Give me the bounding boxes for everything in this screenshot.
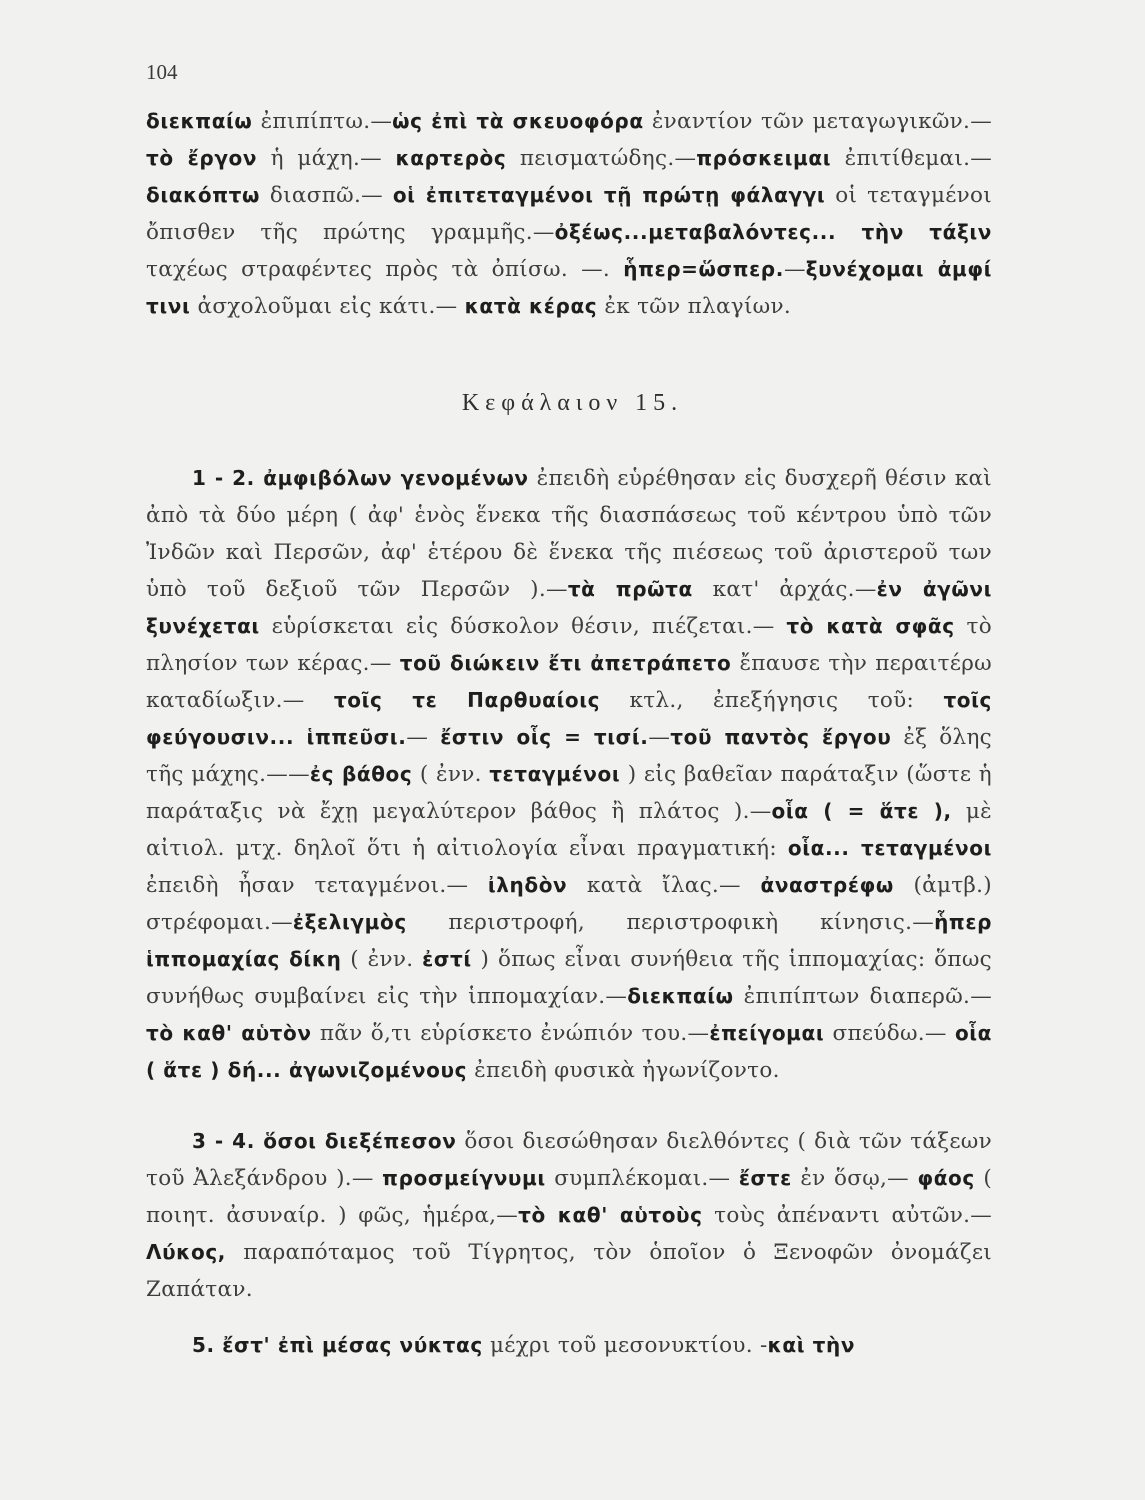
lemma-term: καρτερὸς	[395, 146, 507, 170]
gloss-text: ) ὅπως εἶναι συνήθεια τῆς ἱππομαχίας: ὅπως συνήθως συμβαίνει εἰς τὴν ἱππομαχίαν.—	[146, 947, 992, 1009]
gloss-text: ( ἐνν.	[341, 947, 423, 972]
lemma-term: οἱ ἐπιτεταγμένοι τῇ πρώτῃ φάλαγγι	[392, 183, 826, 207]
gloss-text: πᾶν ὅ,τι εὑρίσκετο ἐνώπιόν του.—	[311, 1021, 710, 1046]
lemma-term: τὸ ἔργον	[146, 146, 258, 170]
gloss-text: τὸ πλησίον των κέρας.—	[146, 614, 992, 676]
lemma-term: καὶ τὴν	[767, 1333, 856, 1357]
gloss-text: σπεύδω.—	[824, 1021, 955, 1046]
lemma-term: ἔστιν οἷς = τισί.	[440, 725, 649, 749]
lemma-term: τὸ καθ' αὑτοὺς	[518, 1203, 703, 1227]
lemma-term: 1 - 2.	[192, 466, 264, 490]
gloss-text: παραπόταμος τοῦ Τίγρητος, τὸν ὁποῖον ὁ Ξενοφῶν ὀνομάζει Ζαπάταν.	[146, 1240, 992, 1302]
gloss-text: ) εἰς βαθεῖαν παράταξιν (ὥστε ἡ παράταξις νὰ ἔχῃ μεγαλύτερον βάθος ἢ πλάτος ).—	[146, 762, 992, 824]
lemma-term: τὸ κατὰ σφᾶς	[786, 614, 955, 638]
gloss-text: μέχρι τοῦ μεσονυκτίου. -	[482, 1333, 768, 1358]
paragraph	[146, 460, 992, 1089]
gloss-text: πεισματώδης.—	[506, 146, 697, 171]
gloss-text: ὅσοι διεσώθησαν διελθόντες ( διὰ τῶν τάξεων τοῦ Ἀλεξάνδρου ).—	[146, 1129, 992, 1191]
lemma-term: τοῦ παντὸς ἔργου	[670, 725, 892, 749]
gloss-text: ἀσχολοῦμαι εἰς κάτι.—	[190, 294, 465, 319]
notes-sections-1-2	[146, 460, 992, 1089]
gloss-text: ἐπειδὴ εὑρέθησαν εἰς δυσχερῆ θέσιν καὶ ἀπὸ τὰ δύο μέρη ( ἀφ' ἑνὸς ἕνεκα τῆς διασπάσεως τοῦ κέντρου ὑπὸ τῶν Ἰνδῶν καὶ Περσῶν, ἀφ' ἑτέρου δὲ ἕνεκα τῆς πιέσεως τοῦ ἀριστεροῦ των ὑπὸ τοῦ δεξιοῦ τῶν Περσῶν ).—	[146, 466, 992, 602]
page-number: 104	[146, 60, 178, 84]
lemma-term: ὀξέως...μεταβαλόντες... τὴν τάξιν	[554, 220, 992, 244]
gloss-text: ἐπειδὴ ἦσαν τεταγμένοι.—	[146, 873, 488, 898]
lemma-term: τοῖς τε Παρθυαίοις	[333, 688, 601, 712]
gloss-text: —	[648, 725, 671, 750]
gloss-text: τοὺς ἀπέναντι αὐτῶν.—	[702, 1203, 992, 1228]
gloss-text: κτλ., ἐπεξήγησις τοῦ:	[600, 688, 944, 713]
gloss-text: ἔπαυσε τὴν περαιτέρω καταδίωξιν.—	[146, 651, 992, 713]
lemma-term: ἐν ἀγῶνι ξυνέχεται	[146, 577, 993, 638]
paragraph	[146, 1327, 992, 1364]
lemma-term: διεκπαίω	[627, 984, 734, 1008]
gloss-text: ἡ μάχη.—	[257, 146, 396, 171]
lemma-term: πρόσκειμαι	[696, 146, 832, 170]
gloss-text: ταχέως στραφέντες πρὸς τὰ ὀπίσω. —.	[146, 257, 624, 282]
gloss-text: ( ποιητ. ἀσυναίρ. ) φῶς, ἡμέρα,—	[146, 1166, 993, 1228]
gloss-text: ἐπιτίθεμαι.—	[831, 146, 993, 171]
lemma-term: ἐξελιγμὸς	[292, 910, 407, 934]
lemma-term: ξυνέχομαι ἀμφί τινι	[146, 257, 993, 318]
lemma-term: οἷα ( = ἅτε ),	[771, 799, 952, 823]
gloss-text: κατ' ἀρχάς.—	[692, 577, 877, 602]
lemma-term: ἐστί	[422, 947, 472, 971]
lemma-term: ἧπερ ἱππομαχίας δίκη	[146, 910, 992, 971]
gloss-text: κατὰ ἴλας.—	[567, 873, 761, 898]
lemma-term: προσμείγνυμι	[382, 1166, 546, 1190]
gloss-text: (ἀμτβ.) στρέφομαι.—	[146, 873, 992, 935]
chapter-heading: Κεφάλαιον 15.	[461, 390, 684, 416]
lemma-term: κατὰ κέρας	[464, 294, 598, 318]
lemma-term: ἧπερ=ὥσπερ.	[623, 257, 784, 281]
gloss-text: εὑρίσκεται εἰς δύσκολον θέσιν, πιέζεται.—	[259, 614, 787, 639]
paragraph	[146, 1123, 992, 1308]
lemma-term: ὅσοι διεξέπεσον	[263, 1129, 457, 1153]
lemma-term: ἔστε	[738, 1166, 792, 1190]
lemma-term: τεταγμένοι	[489, 762, 621, 786]
lemma-term: ἀμφιβόλων γενομένων	[263, 466, 529, 490]
gloss-text: —	[406, 725, 441, 750]
lemma-term: τοῖς φεύγουσιν... ἱππεῦσι.	[146, 688, 992, 749]
lemma-term: ἐς βάθος	[309, 762, 413, 786]
gloss-text: ἐναντίον τῶν μεταγωγικῶν.—	[643, 109, 992, 134]
paragraph	[146, 103, 992, 325]
lemma-term: τὸ καθ' αὑτὸν	[146, 1021, 312, 1045]
lemma-term: τὰ πρῶτα	[567, 577, 693, 601]
lemma-term: φάος	[917, 1166, 975, 1190]
gloss-text: μὲ αἰτιολ. μτχ. δηλοῖ ὅτι ἡ αἰτιολογία εἶναι πραγματική:	[146, 799, 992, 861]
lemma-term: τοῦ διώκειν ἔτι ἀπετράπετο	[399, 651, 732, 675]
gloss-text: ἐπιπίπτω.—	[252, 109, 393, 134]
lemma-term: διεκπαίω	[146, 109, 253, 133]
gloss-text: ἐπειδὴ φυσικὰ ἠγωνίζοντο.	[467, 1058, 780, 1083]
gloss-text: περιστροφή, περιστροφικὴ κίνησις.—	[406, 910, 935, 935]
gloss-text: ἐπιπίπτων διαπερῶ.—	[733, 984, 992, 1009]
gloss-text: ( ἐνν.	[412, 762, 490, 787]
lemma-term: 5.	[192, 1333, 223, 1357]
gloss-text: —	[783, 257, 806, 282]
lemma-term: διακόπτω	[146, 183, 260, 207]
notes-chapter-14-end	[146, 103, 992, 325]
gloss-text: διασπῶ.—	[260, 183, 393, 208]
lemma-term: οἷα... τεταγμένοι	[787, 836, 992, 860]
lemma-term: ἐπείγομαι	[709, 1021, 825, 1045]
gloss-text: ἐκ τῶν πλαγίων.	[597, 294, 792, 319]
lemma-term: ἔστ' ἐπὶ μέσας νύκτας	[222, 1333, 483, 1357]
lemma-term: Λύκος,	[146, 1240, 226, 1264]
lemma-term: ὡς ἐπὶ τὰ σκευοφόρα	[392, 109, 644, 133]
gloss-text: ἐξ ὅλης τῆς μάχης.——	[146, 725, 992, 787]
lemma-term: ἰληδὸν	[487, 873, 568, 897]
lemma-term: 3 - 4.	[192, 1129, 264, 1153]
gloss-text: οἱ τεταγμένοι ὄπισθεν τῆς πρώτης γραμμῆς.—	[146, 183, 992, 245]
notes-sections-3-4	[146, 1123, 992, 1308]
lemma-term: οἷα ( ἅτε ) δή... ἀγωνιζομένους	[146, 1021, 993, 1082]
notes-section-5	[146, 1327, 992, 1364]
gloss-text: συμπλέκομαι.—	[545, 1166, 739, 1191]
lemma-term: ἀναστρέφω	[760, 873, 894, 897]
gloss-text: ἐν ὅσῳ,—	[791, 1166, 918, 1191]
